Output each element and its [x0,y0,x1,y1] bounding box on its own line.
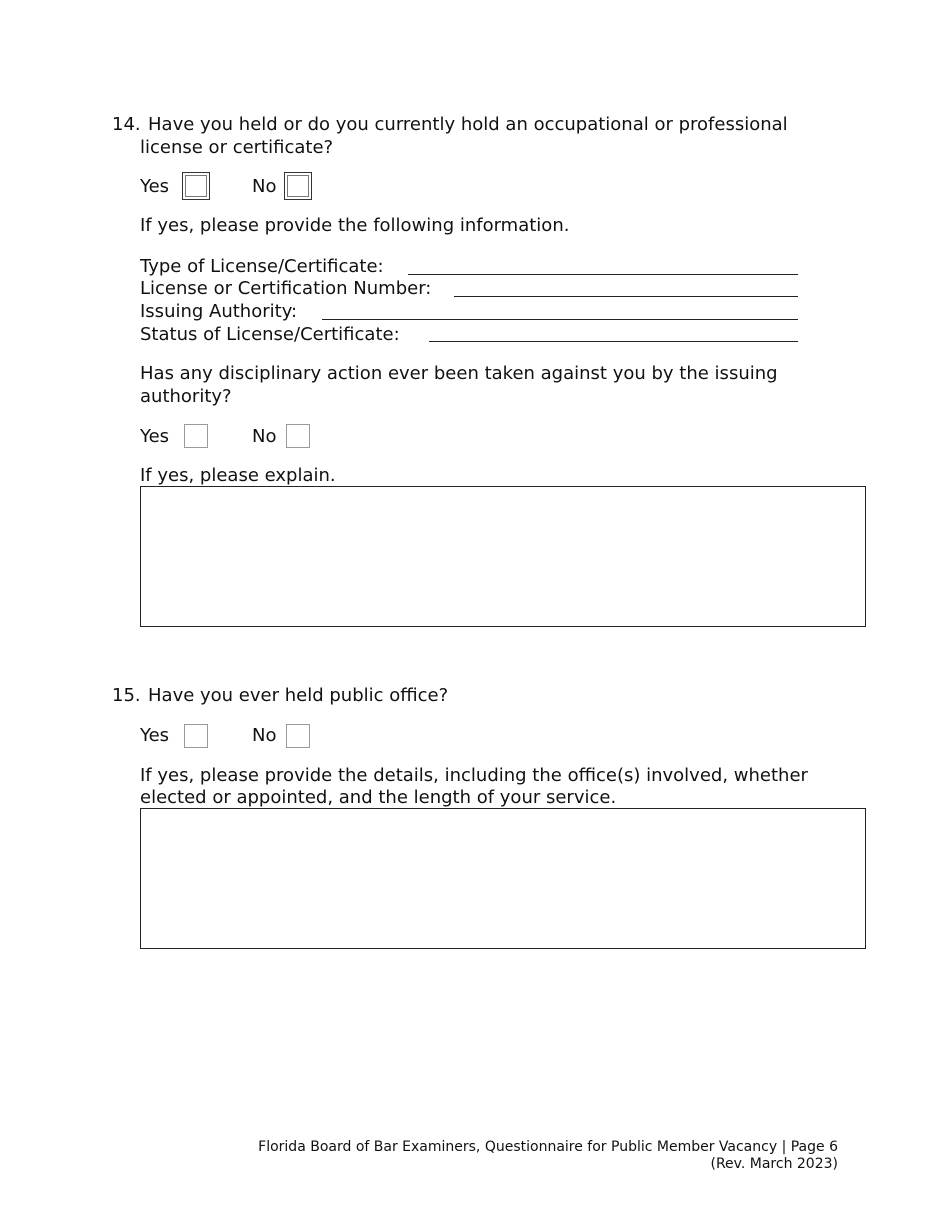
q14-question-line1: Have you held or do you currently hold an occupational or professional [148,114,788,135]
q14-question-line2: license or certificate? [140,137,334,158]
q14-explain-textbox[interactable] [140,486,866,627]
q15-details-line2: elected or appointed, and the length of your service. [140,787,617,808]
q14-no-checkbox[interactable] [284,172,312,200]
field-label-license-status: Status of License/Certificate: [140,324,400,345]
q14-disciplinary-line2: authority? [140,386,232,407]
q14-no-label: No [252,176,277,197]
footer-title: Florida Board of Bar Examiners, Questionnaire for Public Member Vacancy | Page 6 [258,1139,838,1155]
q15-details-textbox[interactable] [140,808,866,949]
q14-explain-text: If yes, please explain. [140,465,336,486]
q14-yes-checkbox[interactable] [182,172,210,200]
q15-yes-label: Yes [140,725,170,746]
q14-disciplinary-yes-checkbox[interactable] [184,424,208,448]
field-line-license-status[interactable] [429,341,798,342]
q14-disciplinary-no-checkbox[interactable] [286,424,310,448]
field-line-license-number[interactable] [454,296,798,297]
field-label-issuing-authority: Issuing Authority: [140,301,298,322]
footer-revision: (Rev. March 2023) [710,1156,838,1172]
q14-yes-label: Yes [140,176,170,197]
field-label-license-number: License or Certification Number: [140,278,432,299]
q14-disciplinary-line1: Has any disciplinary action ever been taken against you by the issuing [140,363,778,384]
q15-question: Have you ever held public office? [148,685,449,706]
q14-disciplinary-yes-label: Yes [140,426,170,447]
q14-disciplinary-no-label: No [252,426,277,447]
q14-if-yes-text: If yes, please provide the following information. [140,215,570,236]
field-line-license-type[interactable] [408,274,798,275]
q15-details-line1: If yes, please provide the details, including the office(s) involved, whether [140,765,808,786]
q15-yes-checkbox[interactable] [184,724,208,748]
field-label-license-type: Type of License/Certificate: [140,256,384,277]
q15-no-checkbox[interactable] [286,724,310,748]
q15-no-label: No [252,725,277,746]
field-line-issuing-authority[interactable] [322,319,798,320]
q15-number: 15. [112,685,141,706]
q14-number: 14. [112,114,141,135]
